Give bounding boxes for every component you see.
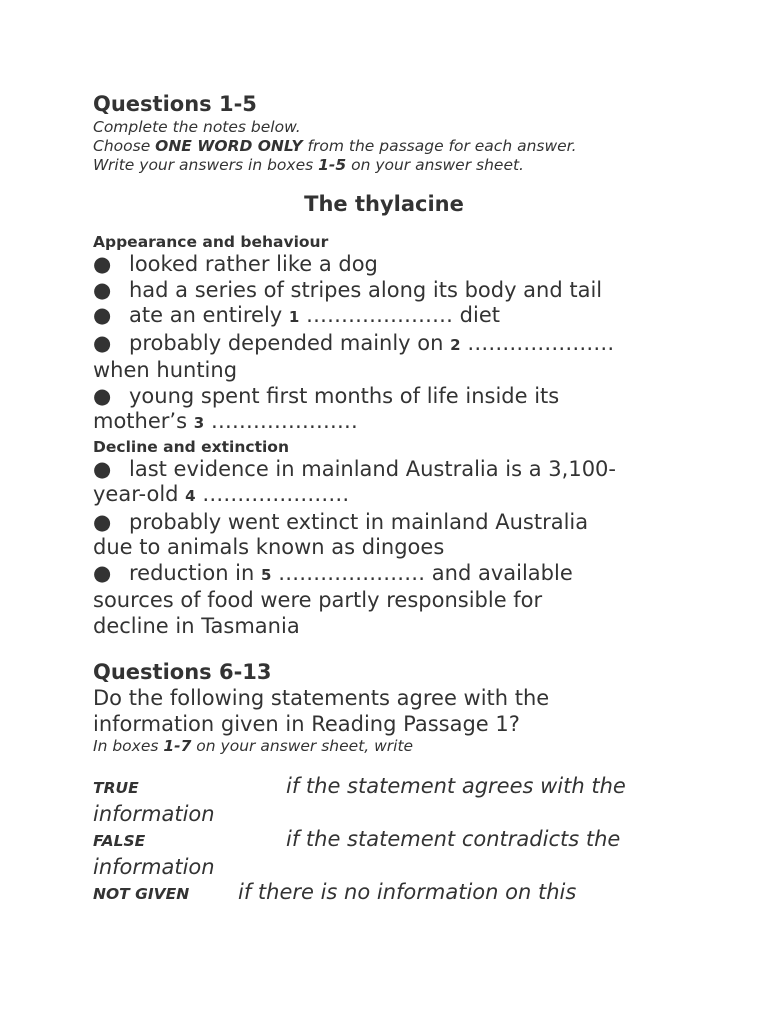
questions-1-5-heading: Questions 1-5 (93, 92, 257, 116)
term-false: FALSE (93, 832, 146, 850)
note-bullet-q3 (93, 384, 693, 410)
note-bullet-q1 (93, 303, 693, 331)
question-prompt: Do the following statements agree with the (93, 686, 550, 710)
bullet-icon: ● (93, 560, 112, 585)
question-number: 3 (193, 414, 205, 432)
note-text: ate an entirely (129, 303, 289, 327)
instruction-text: from the passage for each answer. (302, 137, 577, 155)
note-text: young spent first months of life inside its (129, 383, 560, 408)
question-prompt: information given in Reading Passage 1? (93, 711, 520, 736)
definition-not-given (93, 880, 693, 908)
note-text: probably depended mainly on (129, 330, 451, 355)
note-bullet (93, 252, 693, 278)
definition-text: if the statement contradicts the (286, 827, 621, 851)
subheading-appearance: Appearance and behaviour (93, 233, 329, 251)
instruction-choose (93, 137, 693, 156)
instruction-emphasis: 1-7 (163, 737, 192, 755)
instruction-emphasis: ONE WORD ONLY (155, 137, 303, 155)
question-number: 2 (450, 335, 461, 354)
bullet-icon: ● (93, 456, 112, 481)
note-text: probably went extinct in mainland Australia (129, 509, 589, 534)
note-bullet-q2 (93, 331, 693, 359)
instruction-text: Complete the notes below. (93, 118, 301, 136)
note-bullet-q4 (93, 457, 693, 483)
instruction-text: In boxes (93, 737, 164, 755)
note-continuation: decline in Tasmania (93, 613, 300, 638)
bullet-icon: ● (93, 330, 112, 355)
definition-continuation: information (93, 854, 215, 879)
instruction-text: on your answer sheet. (346, 156, 524, 174)
answer-gap: ………………… (204, 409, 358, 433)
bullet-icon: ● (93, 252, 112, 276)
definition-text: if the statement agrees with the (286, 774, 626, 798)
note-text: reduction in (129, 560, 261, 585)
note-continuation: due to animals known as dingoes (93, 535, 445, 559)
note-continuation (93, 482, 693, 510)
subheading-decline: Decline and extinction (93, 437, 289, 456)
definition-false (93, 827, 693, 855)
definition-text: if there is no information on this (238, 880, 577, 904)
bullet-icon: ● (93, 383, 112, 408)
answer-gap: ………………… (195, 482, 350, 506)
instruction-write (93, 156, 693, 175)
definition-true (93, 774, 693, 802)
instruction-text: on your answer sheet, write (191, 737, 414, 755)
definition-continuation: information (93, 801, 215, 826)
term-true: TRUE (93, 779, 139, 797)
note-text: mother’s (93, 409, 194, 433)
note-text: year-old (93, 482, 186, 506)
notes-title: The thylacine (304, 192, 464, 216)
answer-gap: ………………… diet (299, 303, 500, 327)
note-continuation (93, 409, 693, 437)
instruction-emphasis: 1-5 (318, 156, 347, 174)
note-text: last evidence in mainland Australia is a 3,100- (129, 456, 616, 481)
instruction-complete (93, 118, 693, 137)
note-bullet (93, 510, 693, 536)
note-continuation: sources of food were partly responsible for (93, 588, 543, 612)
bullet-icon: ● (93, 277, 112, 302)
instruction-boxes (93, 737, 693, 756)
question-number: 4 (185, 487, 196, 505)
instruction-text: Write your answers in boxes (93, 156, 319, 174)
question-number: 1 (288, 308, 300, 326)
note-text: had a series of stripes along its body and tail (129, 277, 603, 302)
term-not-given: NOT GIVEN (93, 885, 190, 903)
answer-gap: ………………… (460, 330, 615, 355)
note-continuation: when hunting (93, 358, 238, 382)
note-bullet (93, 278, 693, 304)
instruction-text: Choose (93, 137, 156, 155)
bullet-icon: ● (93, 509, 112, 534)
document-page (93, 90, 693, 908)
note-text: looked rather like a dog (129, 252, 378, 276)
question-number: 5 (261, 565, 272, 584)
answer-gap: ………………… and available (271, 560, 573, 585)
bullet-icon: ● (93, 303, 112, 327)
questions-6-13-heading: Questions 6-13 (93, 660, 272, 684)
note-bullet-q5 (93, 561, 693, 589)
